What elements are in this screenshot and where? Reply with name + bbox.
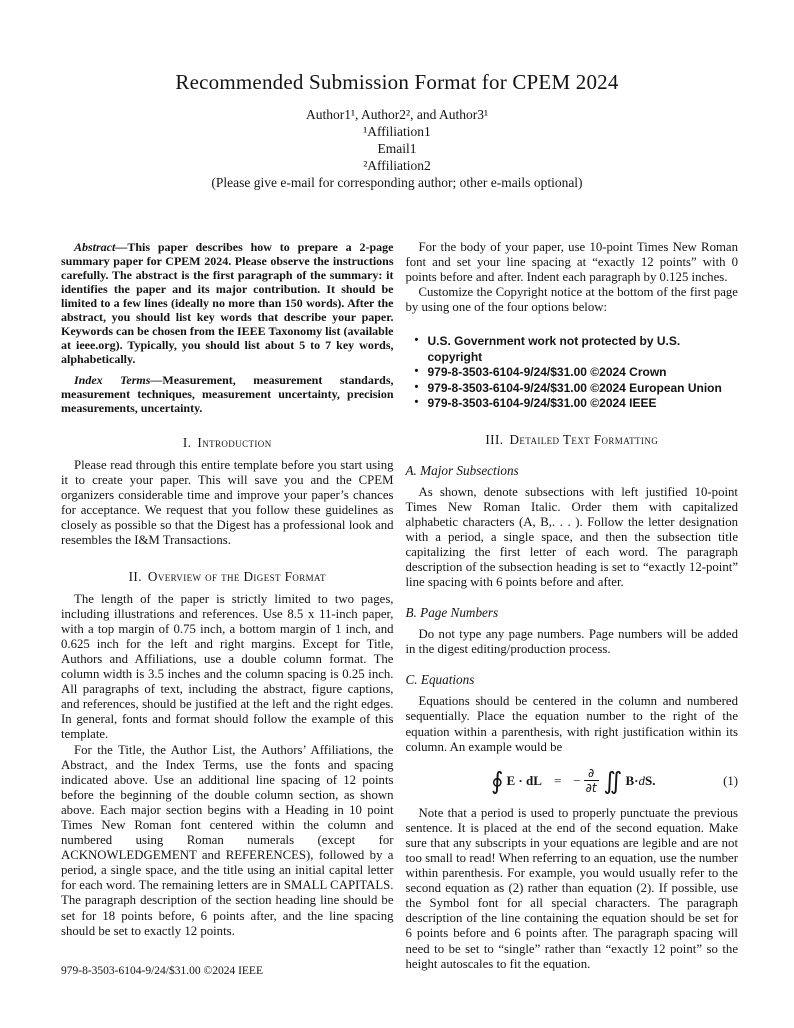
- equation-number: (1): [723, 773, 738, 788]
- copyright-options-list: [406, 334, 739, 411]
- section-number: II.: [128, 568, 142, 584]
- copyright-option-ieee: • 979-8-3503-6104-9/24/$31.00 ©2024 IEEE: [414, 396, 657, 411]
- abstract-paragraph: [61, 240, 394, 366]
- author-line: Author1¹, Author2², and Author3¹: [305, 107, 488, 122]
- section-title: Overview of the Digest Format: [147, 568, 326, 584]
- equation-rhs-s: S.: [645, 772, 656, 788]
- bullet-icon: •: [414, 396, 419, 409]
- subsection-heading-equations: C. Equations: [405, 672, 475, 688]
- abstract-text: This paper describes how to prepare a 2-page summary paper for CPEM 2024. Please observe the instructions carefully. The abstract is the first paragraph of the summary: it identifies the paper and its major contribution. It should be limited to a few lines (ideally no more than 150 words). After the abstract, you should list key words that describe your paper. Keywords can be chosen from the IEEE Taxonomy list (available at ieee.org). Typically, you should list about 5 to 7 key words, alphabetically.: [61, 240, 394, 366]
- index-terms-label: Index Terms—: [74, 373, 163, 387]
- affiliation2-line: ²Affiliation2: [363, 158, 431, 173]
- subsection-heading-major-subsections: A. Major Subsections: [405, 462, 519, 478]
- double-integral-symbol: ∬: [603, 766, 623, 795]
- index-terms-text: Measurement, measurement standards, measurement techniques, measurement uncertainty, precision measurements, uncertainty.: [61, 373, 394, 415]
- equation-1: [406, 764, 739, 798]
- section-heading-introduction: [61, 435, 394, 451]
- section-title: Introduction: [197, 435, 272, 450]
- introduction-paragraph: Please read through this entire template before you start using it to create your paper. This will save you and the CPEM organizers considerable time and improve your paper’s chances for acceptance. We request that you follow these guidelines as closely as possible so that the Digest has a professional look and resembles the I&M Transactions.: [61, 458, 394, 548]
- page-numbers-paragraph: Do not type any page numbers. Page numbers will be added in the digest editing/production process.: [405, 627, 738, 657]
- section-heading-detailed-formatting: [406, 432, 739, 448]
- abstract-label: Abstract—: [74, 240, 128, 254]
- email-note-line: (Please give e-mail for corresponding author; other e-mails optional): [211, 175, 583, 190]
- equation-note-paragraph: Note that a period is used to properly punctuate the previous sentence. It is placed at the end of the second equation. Make sure that any subscripts in your equations are legible and are not too small to read! When referring to an equation, use the number within parenthesis. For example, you would usually refer to the second equation as (2) rather than equation (2). If possible, use the Symbol font for all special characters. The paragraph description of the line containing the equation should be set for 6 points before and 6 points after. The paragraph spacing will need to be set to “single” rather than “exactly 12 point” so the height autoscales to fit the equation.: [405, 805, 738, 971]
- equation-rhs-d: d: [638, 772, 645, 788]
- affiliation1-line: ¹Affiliation1: [363, 124, 431, 139]
- index-terms-paragraph: [61, 373, 394, 415]
- author-block: [0, 106, 794, 191]
- bullet-icon: •: [414, 380, 419, 393]
- section-heading-overview: [61, 569, 394, 585]
- major-subsections-paragraph: As shown, denote subsections with left justified 10-point Times New Roman Italic. Order them with capitalized alphabetic characters (A, B,. . . ). Follow the letter designation with a period, a single space, and then the subsection title capitalizing the first letter of each word. The paragraph description of the subsection heading is set to “exactly 12-point” line spacing with 6 points before and after.: [405, 484, 738, 590]
- page-footer: [61, 965, 263, 977]
- equation-lhs: E · dL: [506, 772, 542, 788]
- email1-line: Email1: [377, 141, 417, 156]
- contour-integral-symbol: ∮: [491, 766, 504, 795]
- copyright-notice: 979-8-3503-6104-9/24/$31.00 ©2024 IEEE: [61, 965, 263, 977]
- body-font-paragraph: For the body of your paper, use 10-point Times New Roman font and set your line spacing at “exactly 12 points” with 0 points before and after. Indent each paragraph by 0.125 inches.: [405, 240, 738, 285]
- section-number: I.: [182, 435, 192, 450]
- two-column-body: [0, 240, 794, 972]
- partial-derivative-fraction: $\frac{\partial}{\partial t}$: [585, 766, 597, 795]
- right-column: [406, 240, 739, 972]
- copyright-options-paragraph: Customize the Copyright notice at the bottom of the first page by using one of the four options below:: [405, 285, 738, 315]
- section-title: Detailed Text Formatting: [509, 431, 659, 447]
- section-number: III.: [485, 431, 504, 447]
- left-column: [61, 240, 394, 972]
- copyright-option-us-gov: • U.S. Government work not protected by U.S. copyright: [414, 334, 681, 364]
- overview-paragraph-1: The length of the paper is strictly limited to two pages, including illustrations and references. Use 8.5 x 11-inch paper, with a top margin of 0.75 inch, a bottom margin of 1 inch, and 0.625 inch for the left and right margins. Except for Title, Authors and Affiliations, use a double column format. The column width is 3.5 inches and the column spacing is 0.25 inch. All paragraphs of text, including the abstract, figure captions, and references, should be justified at the left and the right edges. In general, fonts and format should follow the example of this template.: [61, 591, 394, 742]
- paper-title: Recommended Submission Format for CPEM 2024: [175, 70, 619, 94]
- copyright-option-eu: • 979-8-3503-6104-9/24/$31.00 ©2024 European Union: [414, 380, 722, 395]
- subsection-heading-page-numbers: B. Page Numbers: [405, 605, 499, 621]
- paper-header: [0, 0, 794, 191]
- equations-paragraph: Equations should be centered in the column and numbered sequentially. Place the equation number to the right of the equation within a parenthesis, with right justification within its column. An example would be: [405, 694, 738, 754]
- copyright-option-crown: • 979-8-3503-6104-9/24/$31.00 ©2024 Crown: [414, 365, 667, 380]
- equals-sign: =: [553, 772, 562, 788]
- equation-rhs-b: B·: [625, 772, 639, 788]
- bullet-icon: •: [414, 365, 419, 378]
- bullet-icon: •: [414, 334, 419, 347]
- minus-sign: −: [573, 772, 581, 788]
- overview-paragraph-2: For the Title, the Author List, the Authors’ Affiliations, the Abstract, and the Index Terms, use the fonts and spacing indicated above. Use an additional line spacing of 12 points before the beginning of the double column section, as shown above. Each major section begins with a Heading in 10 point Times New Roman font centered within the column and numbered using Roman numerals (except for ACKNOWLEDGEMENT and REFERENCES), followed by a period, a single space, and the title using an initial capital letter for each word. The remaining letters are in SMALL CAPITALS. The paragraph description of the section heading line should be set for 18 points before, 6 points after, and the line spacing should be set to exactly 12 points.: [61, 742, 394, 938]
